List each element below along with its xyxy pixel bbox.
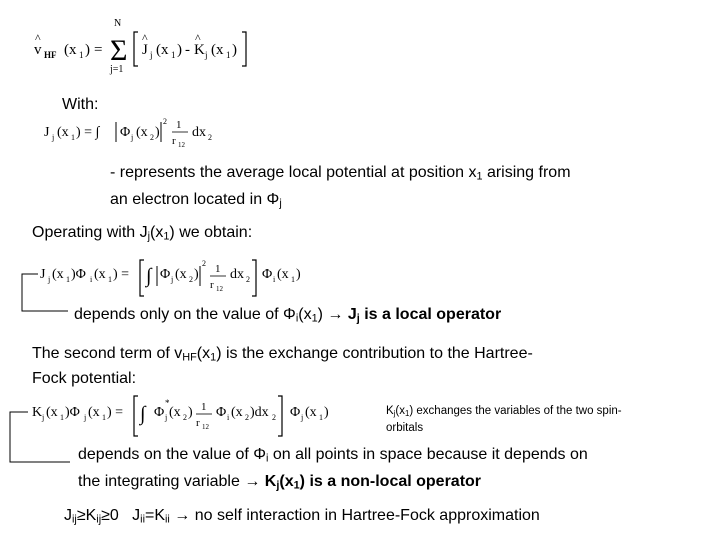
svg-text:1: 1 (291, 275, 295, 284)
svg-text:j: j (301, 413, 304, 422)
with-label: With: (62, 96, 99, 113)
svg-text:)dx: )dx (250, 405, 269, 420)
j-symbol: J (44, 125, 50, 140)
svg-text:Φ: Φ (154, 405, 165, 420)
exponent: 2 (163, 117, 167, 126)
j-operator: J (142, 42, 148, 58)
phi-arg: (x (136, 125, 148, 140)
svg-text:r: r (196, 417, 200, 429)
sum-upper: N (114, 18, 122, 29)
svg-text:j: j (42, 413, 45, 422)
left-bracket (134, 32, 138, 66)
description-line-2: an electron located in $\Phi_j$ (110, 190, 282, 210)
svg-text:12: 12 (216, 285, 223, 293)
svg-text:): ) (296, 267, 301, 282)
right-bracket (242, 32, 246, 66)
svg-text:j: j (84, 413, 87, 422)
svg-text:(x: (x (277, 267, 289, 282)
exchange-intro-line-2: Fock potential: (32, 369, 137, 387)
coulomb-operator-equation (42, 112, 242, 156)
svg-text:j: j (171, 275, 174, 284)
svg-text:): ) (324, 405, 329, 420)
svg-text:2: 2 (272, 413, 276, 422)
svg-text:2: 2 (189, 275, 193, 284)
sum-sign: Σ (110, 34, 128, 67)
svg-text:1: 1 (319, 413, 323, 422)
sum-lower: j=1 (110, 64, 124, 75)
j-op-sub: j (150, 50, 153, 60)
description-line-1: - represents the average local potential at position $x_1$ arising from (110, 164, 571, 183)
local-operator-sentence: depends only on the value of $\Phi_i(x_1) \to J_j$ is a local operator (74, 306, 502, 325)
svg-text:dx: dx (230, 267, 244, 282)
equals-integral: ) = ∫ (76, 125, 100, 140)
svg-text:2: 2 (183, 413, 187, 422)
v-hat: ^ (35, 31, 41, 45)
k-arg-sub: 1 (226, 50, 231, 60)
svg-text:)Φ: )Φ (71, 267, 86, 282)
k-operator: K (194, 42, 205, 58)
v-arg: (x (64, 42, 77, 58)
svg-text:2: 2 (245, 413, 249, 422)
k-op-sub: j (205, 50, 208, 60)
exchange-intro-line-1: The second term of $v_{HF}(x_1)$ is the exchange contribution to the Hartree- (32, 345, 533, 364)
svg-text:2: 2 (246, 275, 250, 284)
phi-sub: j (131, 133, 134, 142)
svg-text:Φ: Φ (262, 267, 273, 282)
v-symbol: v (34, 42, 42, 58)
nonlocal-line-2: the integrating variable → $K_j(x_1)$ is a non-local operator (78, 472, 482, 492)
differential-sub: 2 (208, 133, 212, 142)
self-interaction-statement: $J_{ij}\ge K_{ij}\ge 0$ $J_{ii}=K_{ii}$ → no self interaction in Hartree-Fock approximation (64, 507, 540, 526)
svg-text:i: i (273, 275, 276, 284)
svg-text:12: 12 (202, 423, 209, 431)
svg-text:) =: ) = (113, 267, 130, 282)
svg-text:1: 1 (201, 401, 207, 413)
svg-text:1: 1 (102, 413, 106, 422)
nonlocal-operator-sentence (78, 445, 588, 495)
kj-note-line-2: orbitals (386, 421, 424, 434)
j-arg-sub: 1 (171, 50, 176, 60)
svg-text:(x: (x (94, 267, 106, 282)
svg-text:) =: ) = (107, 405, 124, 420)
svg-text:i: i (90, 275, 93, 284)
hf-potential-equation-svg (30, 14, 280, 84)
svg-text:K: K (32, 405, 43, 420)
phi-arg-sub: 2 (150, 133, 154, 142)
svg-text:*: * (165, 398, 170, 408)
kj-note-line-1: $K_j(x_1)$ exchanges the variables of the two spin- (386, 405, 622, 418)
fraction-den-sub: 12 (178, 141, 185, 149)
svg-text:(x: (x (169, 405, 181, 420)
svg-text:): ) (155, 125, 160, 140)
svg-text:1: 1 (66, 275, 70, 284)
kj-exchange-note (386, 404, 622, 436)
differential: dx (192, 125, 206, 140)
svg-text:j: j (48, 275, 51, 284)
svg-text:∫: ∫ (140, 403, 146, 425)
svg-text:J: J (40, 267, 46, 282)
svg-text:1: 1 (215, 263, 221, 275)
svg-text:(x: (x (46, 405, 58, 420)
local-potential-description (110, 163, 571, 213)
exchange-intro (32, 344, 533, 389)
svg-text:Φ: Φ (160, 267, 171, 282)
svg-text:2: 2 (202, 259, 206, 268)
svg-text:r: r (210, 279, 214, 291)
svg-text:1: 1 (108, 275, 112, 284)
operating-sentence: Operating with $J_j(x_1)$ we obtain: (32, 224, 253, 243)
svg-text:): ) (188, 405, 193, 420)
svg-text:(x: (x (88, 405, 100, 420)
j-close: ) (177, 42, 182, 58)
v-close: ) (85, 42, 90, 58)
j-hat: ^ (142, 31, 148, 45)
svg-text:i: i (227, 413, 230, 422)
svg-text:(x: (x (52, 267, 64, 282)
j-arg: (x (57, 125, 69, 140)
k-hat: ^ (195, 31, 201, 45)
nonlocal-line-1: depends on the value of $\Phi_i$ on all points in space because it depends on (78, 446, 588, 465)
j-arg-sub: 1 (71, 133, 75, 142)
svg-text:Φ: Φ (290, 405, 301, 420)
k-arg: (x (211, 42, 224, 58)
svg-text:j: j (165, 413, 168, 422)
j-arg: (x (156, 42, 169, 58)
k-close: ) (232, 42, 237, 58)
svg-text:(x: (x (305, 405, 317, 420)
j-sub: j (52, 133, 55, 142)
svg-text:(x: (x (175, 267, 187, 282)
svg-text:Φ: Φ (216, 405, 227, 420)
v-arg-sub: 1 (79, 50, 84, 60)
svg-text:∫: ∫ (146, 265, 152, 287)
svg-text:1: 1 (60, 413, 64, 422)
svg-text:)Φ: )Φ (65, 405, 80, 420)
minus-sign: - (185, 42, 190, 58)
hf-subscript: HF (44, 50, 57, 60)
svg-text:): ) (194, 267, 199, 282)
fraction-numerator: 1 (176, 119, 182, 131)
equals-sign: = (94, 42, 103, 58)
coulomb-equation-svg (42, 112, 242, 156)
svg-text:(x: (x (231, 405, 243, 420)
phi-symbol: Φ (120, 125, 131, 140)
fraction-denominator: r (172, 135, 176, 147)
hf-potential-equation (30, 14, 280, 84)
